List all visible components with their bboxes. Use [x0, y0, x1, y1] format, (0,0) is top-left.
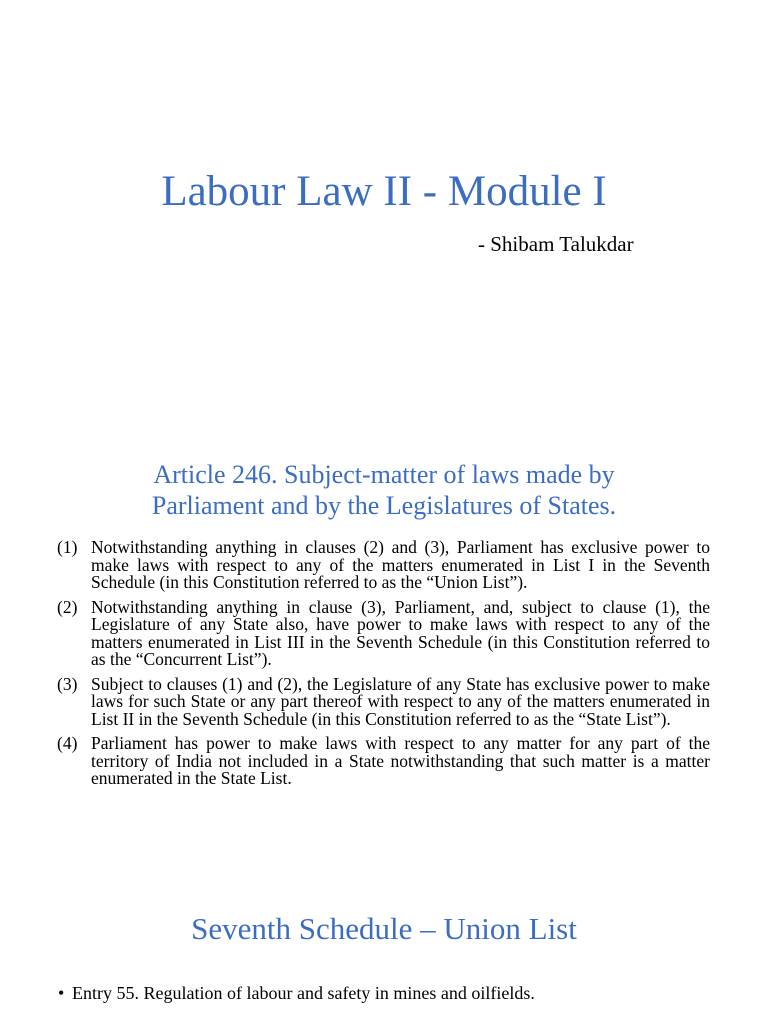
clause-text: Notwithstanding anything in clause (3), Parliament, and, subject to clause (1), the Legislature of any State also, have power to make laws with respect to any of the matters enumerated in List III in the Seventh Schedule (in this Constitution referred to as the “Concurrent List”). — [91, 596, 710, 669]
clause-list — [57, 539, 710, 795]
clause-text: Subject to clauses (1) and (2), the Legislature of any State has exclusive power to make laws for such State or any part thereof with respect to any of the matters enumerated in List II in the Seventh Schedule (in this Constitution referred to as the “State List”). — [91, 673, 710, 729]
clause-item — [57, 673, 710, 729]
clause-item — [57, 735, 710, 788]
clause-number: (2) — [57, 596, 78, 617]
clause-number: (3) — [57, 673, 78, 694]
clause-text: Notwithstanding anything in clauses (2) and (3), Parliament has exclusive power to make laws with respect to any of the matters enumerated in List I in the Seventh Schedule (in this Constitution referred to as the “Union List”). — [91, 537, 710, 592]
list-item — [58, 982, 535, 1004]
clause-item — [57, 596, 710, 669]
bullet-icon: • — [58, 983, 65, 1003]
article-heading — [0, 459, 768, 521]
clause-number: (1) — [57, 537, 78, 557]
clause-number: (4) — [57, 733, 78, 753]
clause-text: Parliament has power to make laws with respect to any matter for any part of the territory of India not included in a State notwithstanding that such matter is a matter enumerated in the State List. — [91, 733, 710, 788]
author-line: - Shibam Talukdar — [478, 232, 634, 256]
page-title: Labour Law II - Module I — [161, 168, 607, 215]
schedule-heading: Seventh Schedule – Union List — [191, 911, 577, 946]
article-heading-line-1: Article 246. Subject-matter of laws made by — [153, 460, 615, 489]
clause-item — [57, 539, 710, 592]
bullet-text: Entry 55. Regulation of labour and safety in mines and oilfields. — [72, 983, 535, 1003]
article-heading-line-2: Parliament and by the Legislatures of States. — [151, 491, 617, 520]
